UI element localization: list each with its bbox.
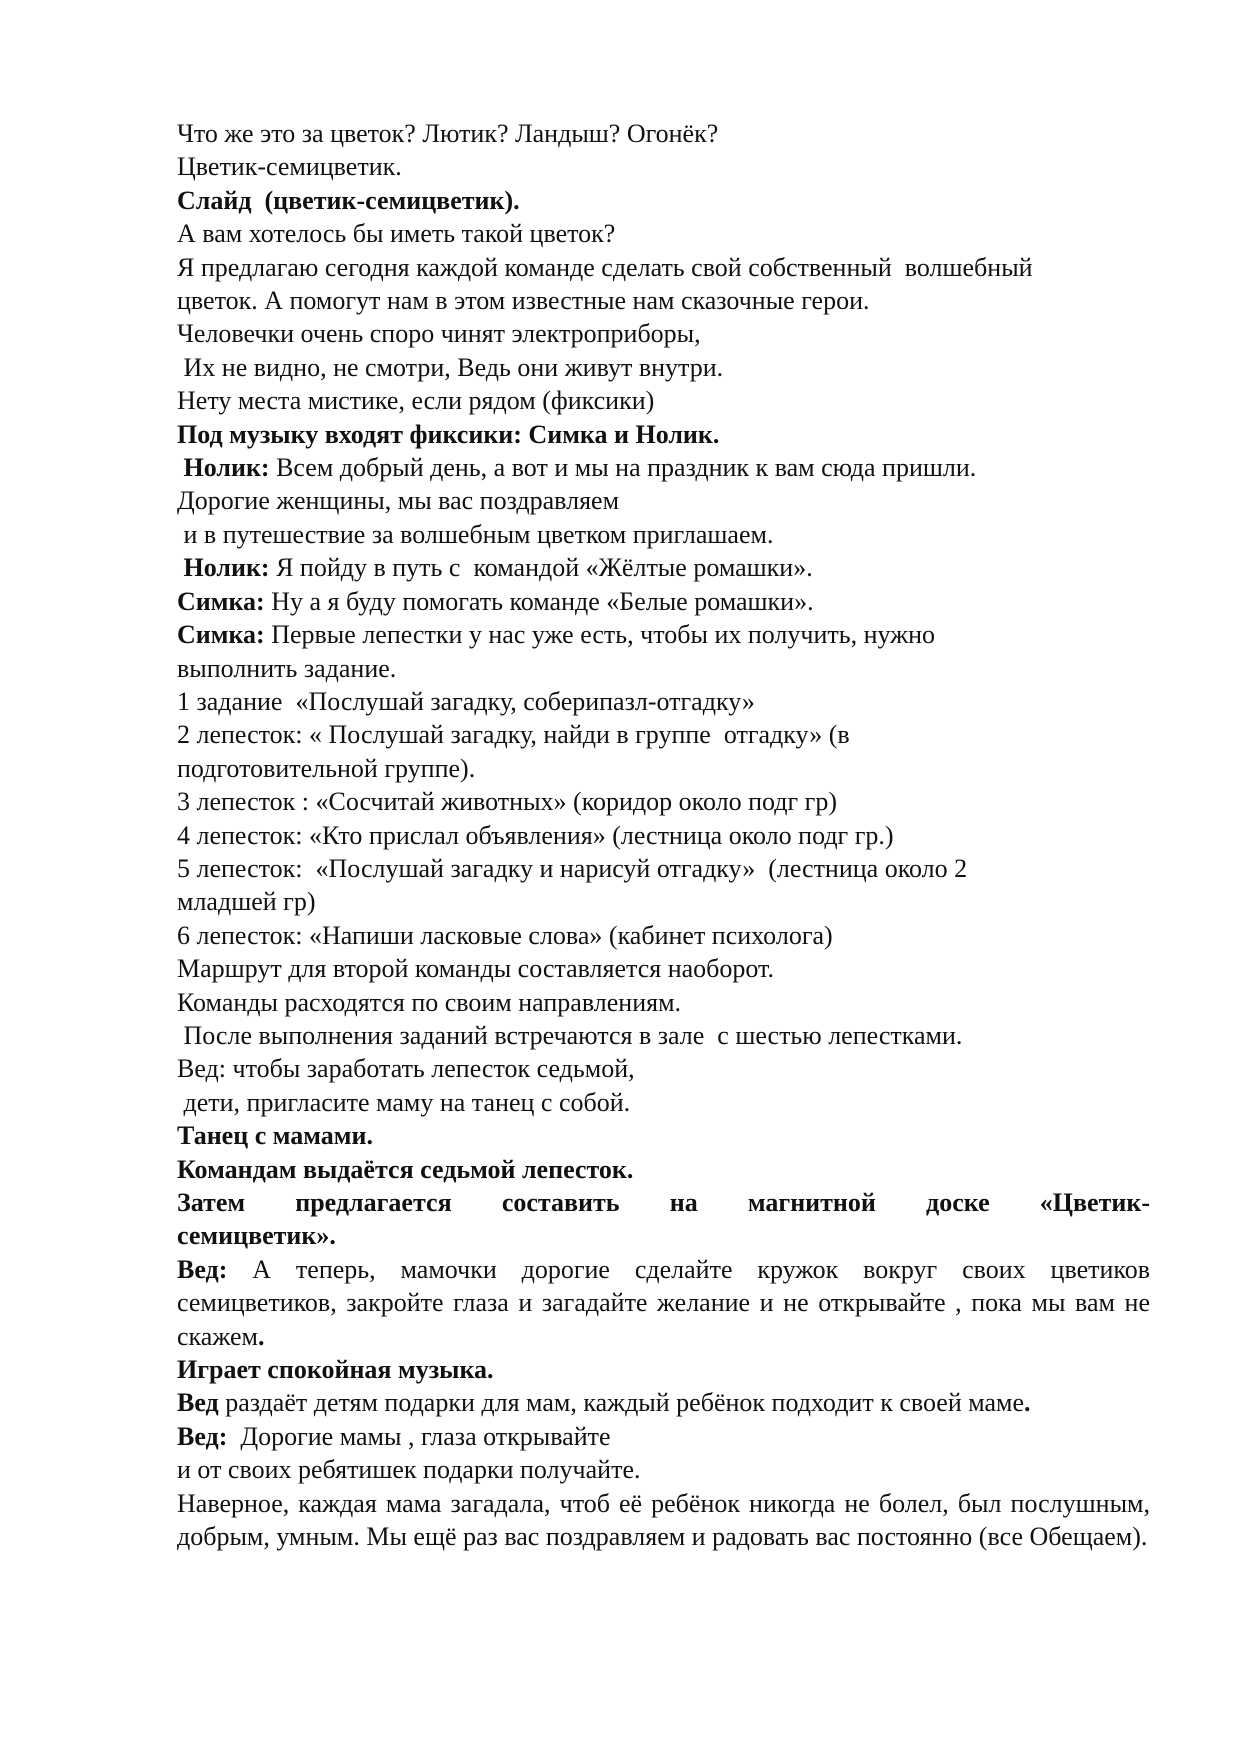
text-line: выполнить задание. bbox=[177, 653, 397, 683]
speaker-name: Вед bbox=[177, 1388, 219, 1418]
text-line: Что же это за цветок? Лютик? Ландыш? Огонёк? bbox=[177, 119, 719, 148]
task-line: 4 лепесток: «Кто прислал объявления» (лестница около подг гр.) bbox=[177, 820, 894, 850]
speech-text: Я пойду в путь с командой «Жёлтые ромашки». bbox=[269, 553, 813, 583]
dialogue-line bbox=[177, 585, 1150, 618]
stage-direction: Командам выдаётся седьмой лепесток. bbox=[177, 1154, 634, 1184]
document-body bbox=[177, 117, 1150, 1553]
dialogue-line: Вед раздаёт детям подарки для мам, каждый ребёнок подходит к своей маме. bbox=[177, 1388, 1031, 1418]
speech-text: раздаёт детям подарки для мам, каждый ребёнок подходит к своей маме bbox=[218, 1388, 1025, 1418]
task-line: 6 лепесток: «Напиши ласковые слова» (кабинет психолога) bbox=[177, 920, 833, 950]
task-line: 3 лепесток : «Сосчитай животных» (коридор около подг гр) bbox=[177, 787, 837, 817]
stage-direction: Слайд (цветик-семицветик). bbox=[177, 185, 520, 215]
task-line: 1 задание «Послушай загадку, соберипазл-отгадку» bbox=[177, 686, 755, 716]
text-line: цветок. А помогут нам в этом известные нам сказочные герои. bbox=[177, 286, 870, 316]
dialogue-paragraph: Вед: А теперь, мамочки дорогие сделайте кружок вокруг своих цветиков семицветиков, закройте глаза и загадайте желание и не открывайте , пока мы вам не скажем. bbox=[177, 1254, 1150, 1351]
dialogue-line bbox=[177, 551, 1150, 584]
speaker-name: Симка: bbox=[177, 586, 265, 616]
text-line: Команды расходятся по своим направлениям. bbox=[177, 987, 682, 1017]
text-line: и в путешествие за волшебным цветком приглашаем. bbox=[177, 519, 774, 549]
speaker-name: Нолик: bbox=[183, 453, 270, 483]
text-line: Маршрут для второй команды составляется наоборот. bbox=[177, 954, 774, 984]
text-line: дети, пригласите маму на танец с собой. bbox=[177, 1087, 631, 1117]
stage-direction: Затем предлагается составить на магнитной доске «Цветик- bbox=[177, 1188, 1150, 1217]
speaker-name: Нолик: bbox=[183, 553, 270, 583]
text-line: Дорогие женщины, мы вас поздравляем bbox=[177, 486, 620, 516]
speaker-name: Симка: bbox=[177, 620, 265, 650]
speaker-name: Вед: bbox=[177, 1254, 228, 1284]
closing-paragraph: Наверное, каждая мама загадала, чтоб её ребёнок никогда не болел, был послушным, добрым, умным. Мы ещё раз вас поздравляем и радовать вас постоянно (все Обещаем). bbox=[177, 1488, 1150, 1552]
speech-text: Первые лепестки у нас уже есть, чтобы их получить, нужно bbox=[264, 620, 936, 650]
text-line: А вам хотелось бы иметь такой цветок? bbox=[177, 219, 616, 249]
speech-text: А теперь, мамочки дорогие сделайте кружок вокруг своих цветиков семицветиков, закройте глаза и загадайте желание и не открывайте , пока мы вам не скажем bbox=[177, 1254, 1150, 1351]
speech-text: Дорогие мамы , глаза открывайте bbox=[227, 1421, 611, 1451]
stage-direction: Играет спокойная музыка. bbox=[177, 1355, 494, 1385]
speech-text: Всем добрый день, а вот и мы на праздник к вам сюда пришли. bbox=[269, 453, 977, 483]
text-line: Я предлагаю сегодня каждой команде сделать свой собственный волшебный bbox=[177, 252, 1033, 282]
text-line: Человечки очень споро чинят электроприборы, bbox=[177, 319, 701, 349]
speech-text: Ну а я буду помогать команде «Белые ромашки». bbox=[264, 586, 814, 616]
text-line: Цветик-семицветик. bbox=[177, 152, 402, 182]
dialogue-line bbox=[177, 1420, 1150, 1453]
text-line: Нету места мистике, если рядом (фиксики) bbox=[177, 386, 655, 416]
text-line: Вед: чтобы заработать лепесток седьмой, bbox=[177, 1054, 635, 1084]
dialogue-line bbox=[177, 618, 1150, 651]
dialogue-line bbox=[177, 451, 1150, 484]
text-line: Их не видно, не смотри, Ведь они живут внутри. bbox=[177, 352, 724, 382]
task-line: подготовительной группе). bbox=[177, 753, 476, 783]
stage-direction: Под музыку входят фиксики: Симка и Нолик. bbox=[177, 419, 720, 449]
stage-direction: семицветик». bbox=[177, 1221, 336, 1251]
task-line: 2 лепесток: « Послушай загадку, найди в группе отгадку» (в bbox=[177, 720, 850, 750]
task-line: младшей гр) bbox=[177, 887, 316, 917]
speaker-name: Вед: bbox=[177, 1421, 228, 1451]
stage-direction: Танец с мамами. bbox=[177, 1121, 373, 1151]
task-line: 5 лепесток: «Послушай загадку и нарисуй отгадку» (лестница около 2 bbox=[177, 853, 968, 883]
text-line: После выполнения заданий встречаются в зале с шестью лепестками. bbox=[177, 1020, 963, 1050]
text-line: и от своих ребятишек подарки получайте. bbox=[177, 1455, 641, 1485]
